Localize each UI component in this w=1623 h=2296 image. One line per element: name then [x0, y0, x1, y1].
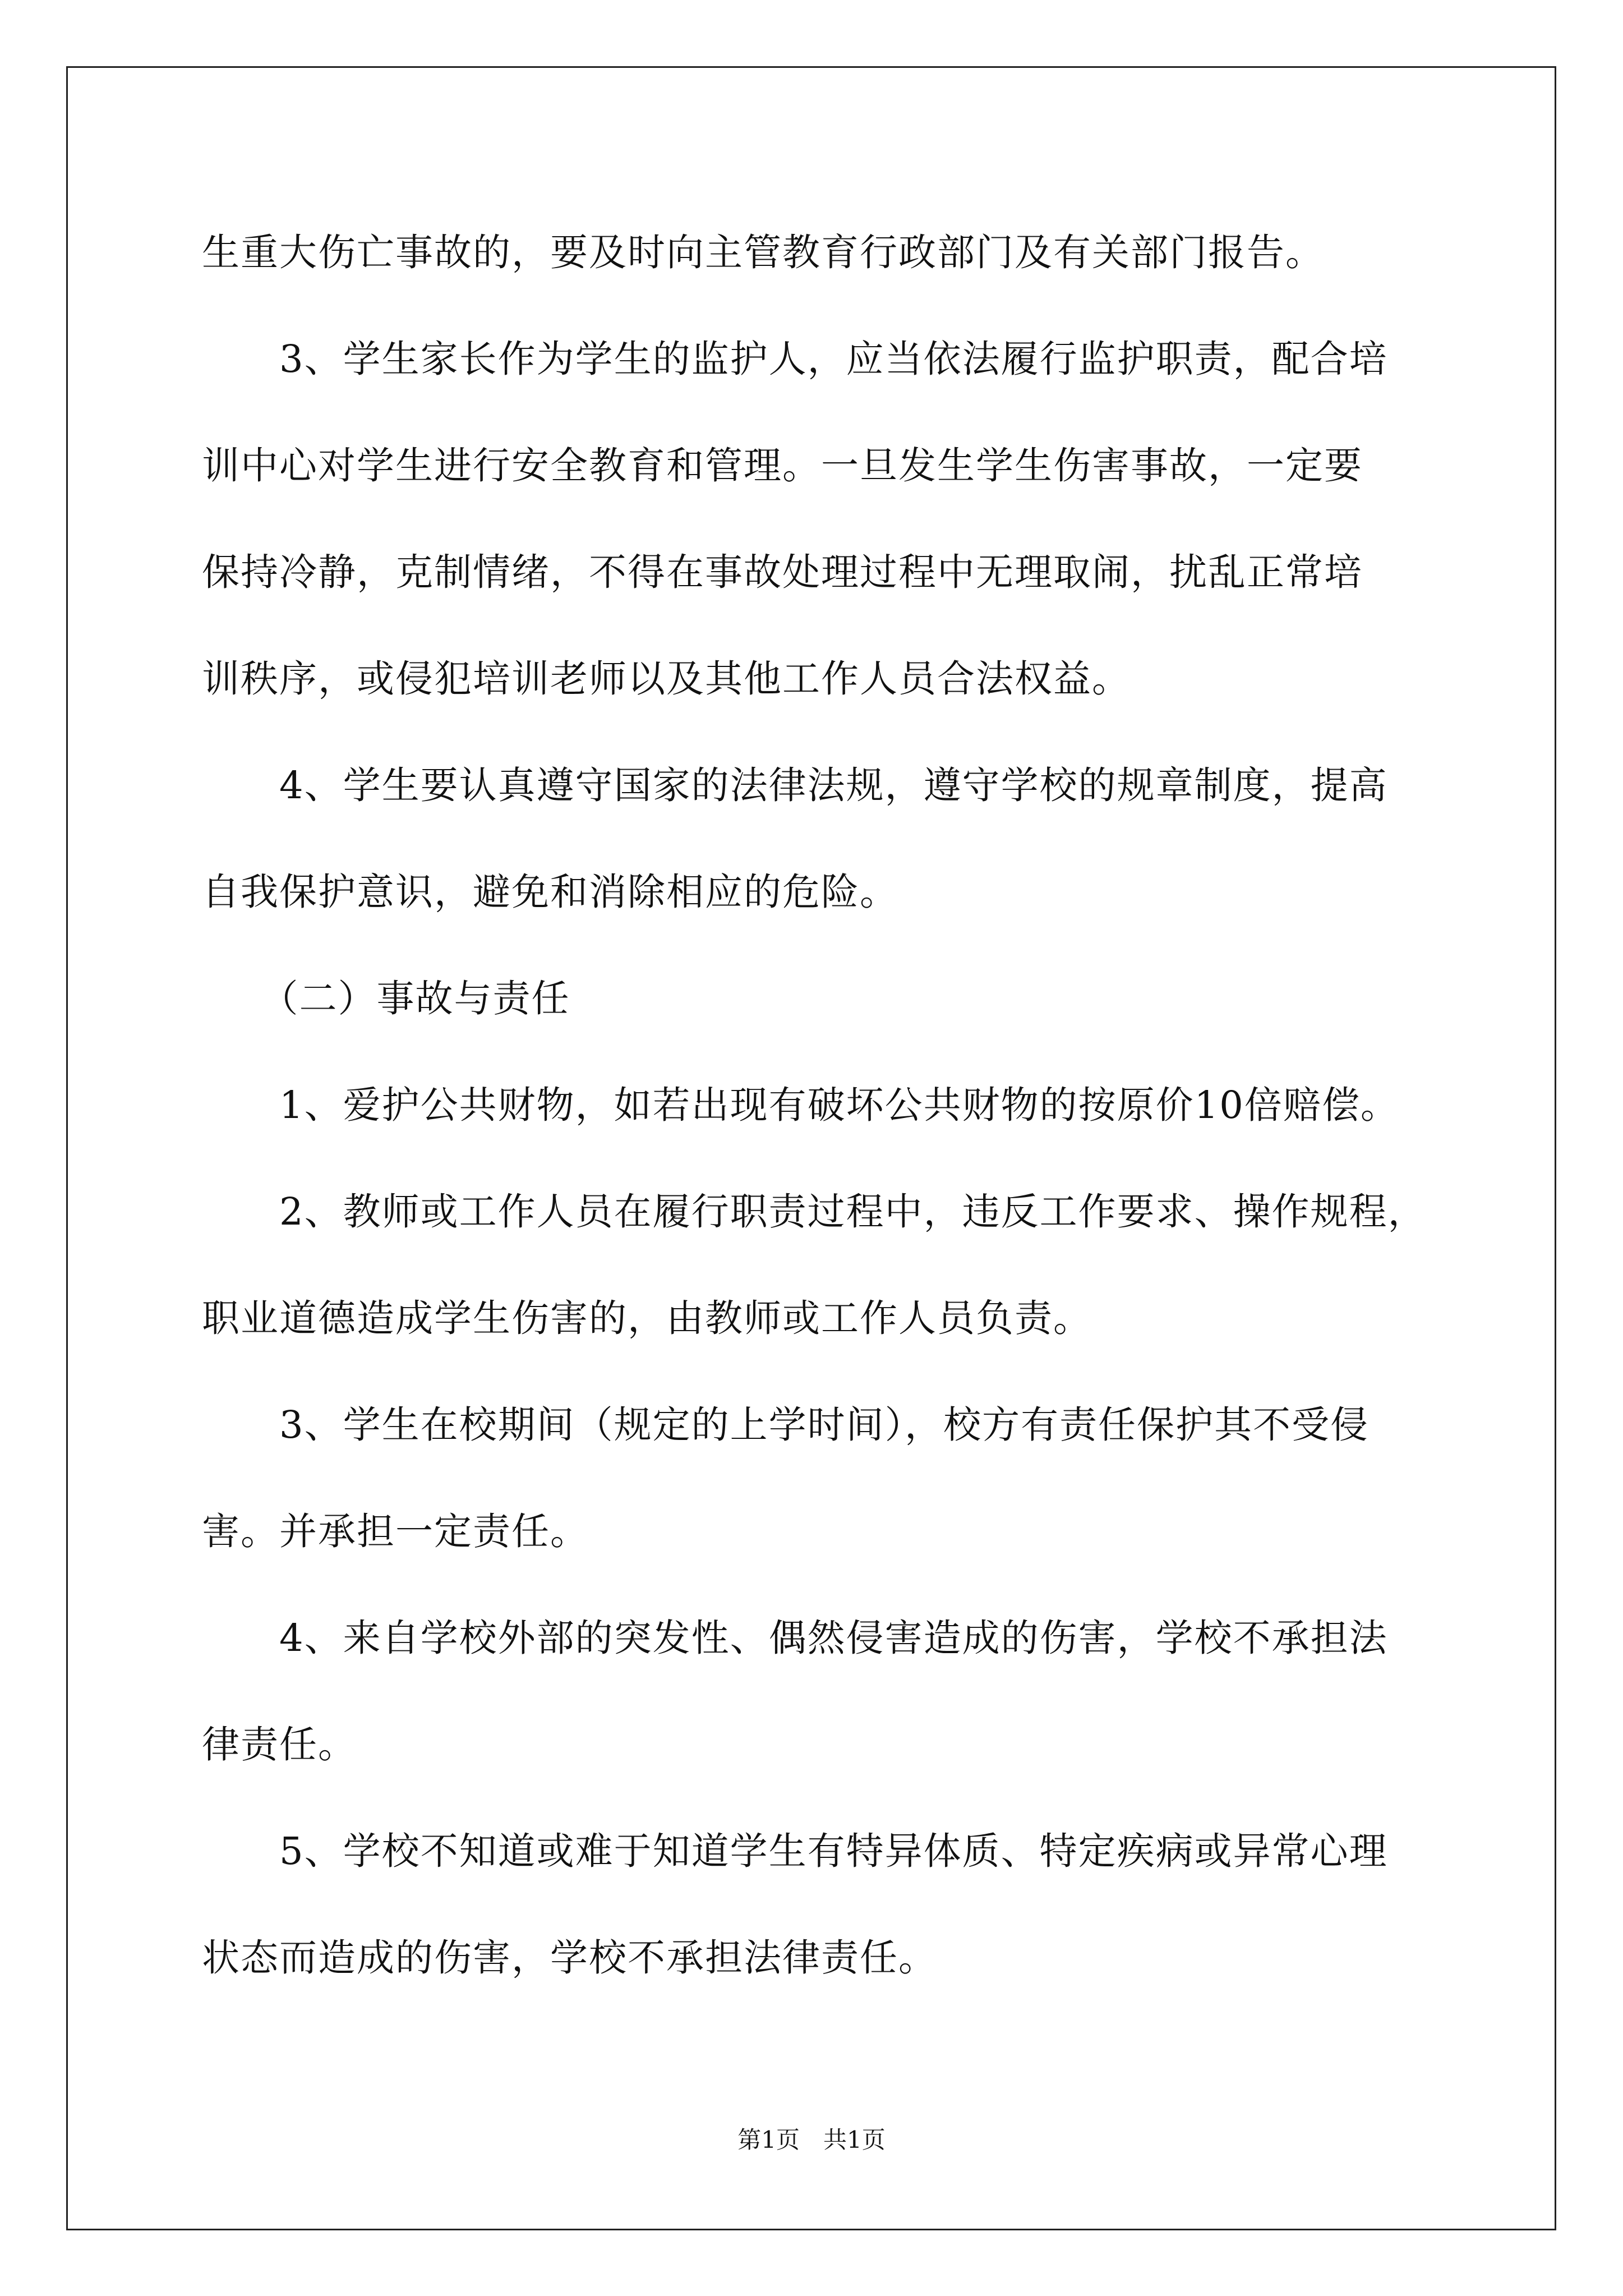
- text-line: 3、学生在校期间（规定的上学时间），校方有责任保护其不受侵: [202, 1403, 1370, 1447]
- text-line: 2、教师或工作人员在履行职责过程中，违反工作要求、操作规程，: [202, 1190, 1427, 1234]
- text-line: 训中心对学生进行安全教育和管理。一旦发生学生伤害事故，一定要: [202, 444, 1363, 487]
- text-line: 3、学生家长作为学生的监护人，应当依法履行监护职责，配合培: [202, 337, 1388, 381]
- text-line: 职业道德造成学生伤害的，由教师或工作人员负责。: [202, 1296, 1092, 1340]
- page-border: [66, 66, 1556, 2230]
- text-line: 4、学生要认真遵守国家的法律法规，遵守学校的规章制度，提高: [202, 763, 1388, 807]
- text-line: 4、来自学校外部的突发性、偶然侵害造成的伤害，学校不承担法: [202, 1616, 1388, 1660]
- text-line: 保持冷静，克制情绪，不得在事故处理过程中无理取闹，扰乱正常培: [202, 550, 1363, 594]
- text-line: 状态而造成的伤害，学校不承担法律责任。: [202, 1936, 937, 1980]
- text-line: 1、爱护公共财物，如若出现有破坏公共财物的按原价10倍赔偿。: [202, 1083, 1399, 1127]
- text-line: 自我保护意识，避免和消除相应的危险。: [202, 870, 898, 914]
- text-line: 训秩序，或侵犯培训老师以及其他工作人员合法权益。: [202, 657, 1131, 701]
- page-footer: 第1页 共1页: [737, 2126, 886, 2154]
- text-line: 生重大伤亡事故的，要及时向主管教育行政部门及有关部门报告。: [202, 231, 1324, 274]
- section-heading: （二）事故与责任: [202, 977, 570, 1020]
- text-line: 律责任。: [202, 1723, 357, 1766]
- text-line: 害。并承担一定责任。: [202, 1510, 589, 1553]
- text-line: 5、学校不知道或难于知道学生有特异体质、特定疾病或异常心理: [202, 1829, 1388, 1873]
